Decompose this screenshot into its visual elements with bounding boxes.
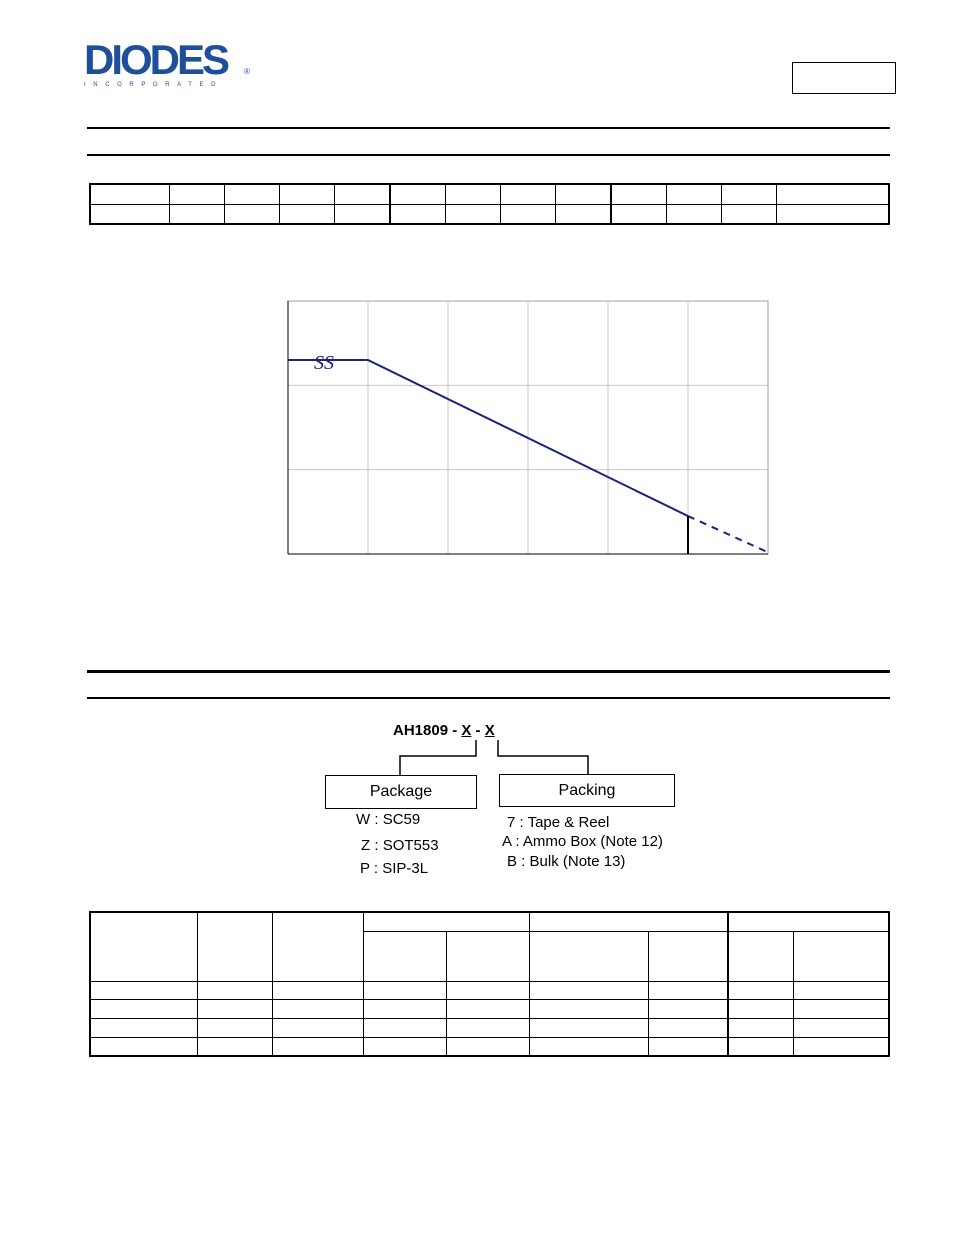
part-prefix: AH1809 - [393, 722, 462, 739]
package-box: Package [325, 775, 477, 809]
ordering-connectors [390, 738, 600, 778]
packing-placeholder: X [484, 722, 495, 739]
section-rule-bottom [87, 154, 890, 156]
axis-break-marker: SS [314, 352, 334, 375]
package-option-p: P : SIP-3L [360, 860, 429, 877]
packing-option-7: 7 : Tape & Reel [507, 814, 610, 831]
ordering-rule-bottom [87, 697, 890, 699]
table-row [90, 184, 889, 204]
ordering-rule-top [87, 670, 890, 673]
series-line-0 [288, 360, 688, 516]
table-row [90, 1019, 889, 1038]
table-row [90, 1000, 889, 1019]
ordering-code [393, 722, 495, 739]
ratings-table [89, 183, 890, 225]
package-placeholder: X [461, 722, 472, 739]
series-line-1 [688, 516, 768, 552]
logo-subtext: INCORPORATED [84, 82, 224, 88]
part-number-box [792, 62, 896, 94]
company-logo [84, 36, 254, 90]
packing-option-b: B : Bulk (Note 13) [507, 853, 626, 870]
table-header-row [90, 912, 889, 931]
packing-option-a: A : Ammo Box (Note 12) [502, 833, 663, 850]
table-row [90, 1038, 889, 1056]
packing-box: Packing [499, 774, 675, 807]
derating-chart [285, 298, 771, 558]
table-row [90, 981, 889, 999]
section-rule-top [87, 127, 890, 129]
package-option-z: Z : SOT553 [361, 837, 439, 854]
logo-text: DIODES [84, 36, 228, 83]
table-row [90, 204, 889, 224]
ordering-table [89, 911, 890, 1057]
package-option-w: W : SC59 [356, 811, 421, 828]
code-separator: - [471, 722, 485, 739]
registered-mark: ® [244, 67, 250, 76]
